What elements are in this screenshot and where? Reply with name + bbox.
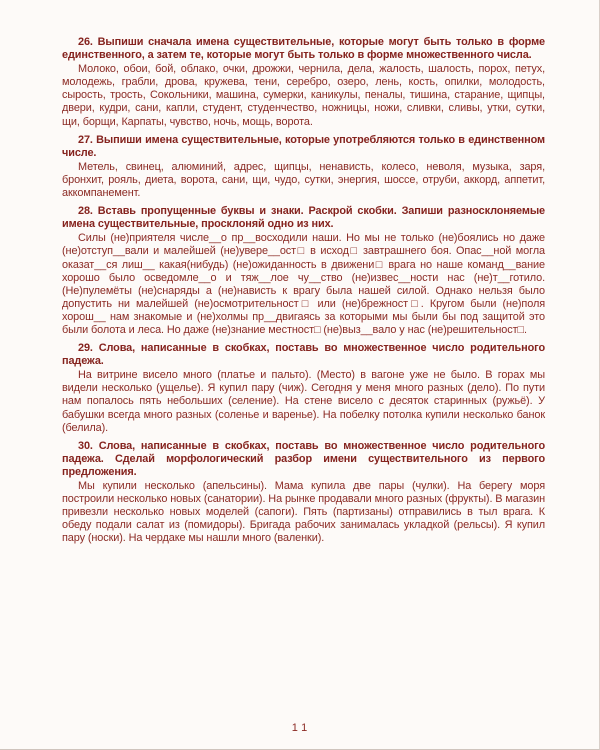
exercise-27-task-text: Выпиши имена существительные, которые употребляются только в единственном числе. (62, 133, 545, 159)
exercise-30-task-text: Слова, написанные в скобках, поставь во множественное число родительного падежа. Сделай морфологический разбор имени существительного из первого предложения. (62, 439, 545, 478)
exercise-28 (62, 205, 545, 337)
exercise-29-task-text: Слова, написанные в скобках, поставь во множественное число родительного падежа. (62, 342, 545, 368)
exercise-27-body: Метель, свинец, алюминий, адрес, щипцы, ненависть, колесо, неволя, музыка, заря, бронхит, рояль, диета, ворота, сани, щи, чудо, сутки, энергия, шоссе, отруби, аккорд, аппетит, аккомпанемент. (62, 160, 545, 200)
exercise-30-number: 30. (78, 439, 93, 452)
exercise-27-number: 27. (78, 133, 93, 146)
exercise-29-body: На витрине висело много (платье и пальто). (Место) в вагоне уже не было. В горах мы видели несколько (ущелье). Я купил пару (чиж). Сегодня у меня много разных (дело). По пути нам попалось пять небольших (селение). На стене висело с десяток старинных (ружьё). У бабушки всегда много разных (соленье и варенье). На побелку потолка купили несколько банок (белила). (62, 369, 545, 434)
exercise-26-body: Молоко, обои, бой, облако, очки, дрожжи, чернила, дела, жалость, шалость, порох, петух, молодежь, грабли, дрова, кружева, тени, серебро, озеро, лень, кость, опилки, молодость, сырость, трость, Сокольники, машина, сумерки, каникулы, пеналы, тишина, старание, щипцы, двери, кудри, сани, капли, студент, студенчество, ножницы, ножи, сливки, сливы, утки, сутки, щи, борщи, Карпаты, чувство, ночь, мощь, ворота. (62, 63, 545, 128)
exercise-26 (62, 36, 545, 129)
exercise-26-task (62, 36, 545, 62)
exercise-30-body: Мы купили несколько (апельсины). Мама купила две пары (чулки). На берегу моря построили несколько новых (санатории). На рынке продавали много разных (фрукты). В магазин привезли несколько новых моделей (сапоги). Пять (партизаны) отправились в тыл врага. К обеду подали салат из (помидоры). Бригада рабочих занималась укладкой (рельсы). Я купил пару (носки). На чердаке мы нашли много (валенки). (62, 480, 546, 545)
exercise-28-task (62, 205, 545, 231)
exercise-30-task (62, 440, 545, 479)
exercise-30 (62, 440, 545, 546)
exercise-29 (62, 342, 545, 435)
page-number: 11 (291, 721, 312, 734)
exercise-28-body: Силы (не)приятеля числе__о пр__восходили наши. Но мы не только (не)боялись но даже (не)отступ__вали и малейшей (не)увере__ост□ в исход□ завтрашнего боя. Опас__ной могла оказат__ся лиш__ какая(нибудь) (не)ожиданность в движени□ врага но наше команд__вание хорошо было осведомле__о и тяж__лое чу__ство (не)извес__ности нас (не)т__готило. (Не)пулемёты (не)снаряды а (не)нависть к врагу была нашей силой. Однако нельзя было допустить ни малейшей (не)осмотрительност□ или (не)брежност□. Кругом были (не)поля хорош__ нам знакомые и (не)холмы пр__двигаясь за которыми мы были бы под защитой это были болота и леса. Но даже (не)знание местност□ (не)выз__вало у нас (не)решительност□. (62, 232, 545, 336)
exercise-29-task (62, 342, 545, 368)
exercise-28-number: 28. (78, 205, 93, 218)
exercise-28-task-text: Вставь пропущенные буквы и знаки. Раскрой скобки. Запиши разносклоняемые имена существительные, просклоняй одно из них. (62, 205, 545, 231)
exercise-26-number: 26. (78, 36, 93, 48)
exercise-27 (62, 134, 545, 200)
exercise-29-number: 29. (78, 342, 93, 355)
exercise-27-task (62, 134, 545, 160)
exercise-26-task-text: Выпиши сначала имена существительные, которые могут быть только в форме единственного, а затем те, которые могут быть только в форме множественного числа. (62, 36, 545, 62)
